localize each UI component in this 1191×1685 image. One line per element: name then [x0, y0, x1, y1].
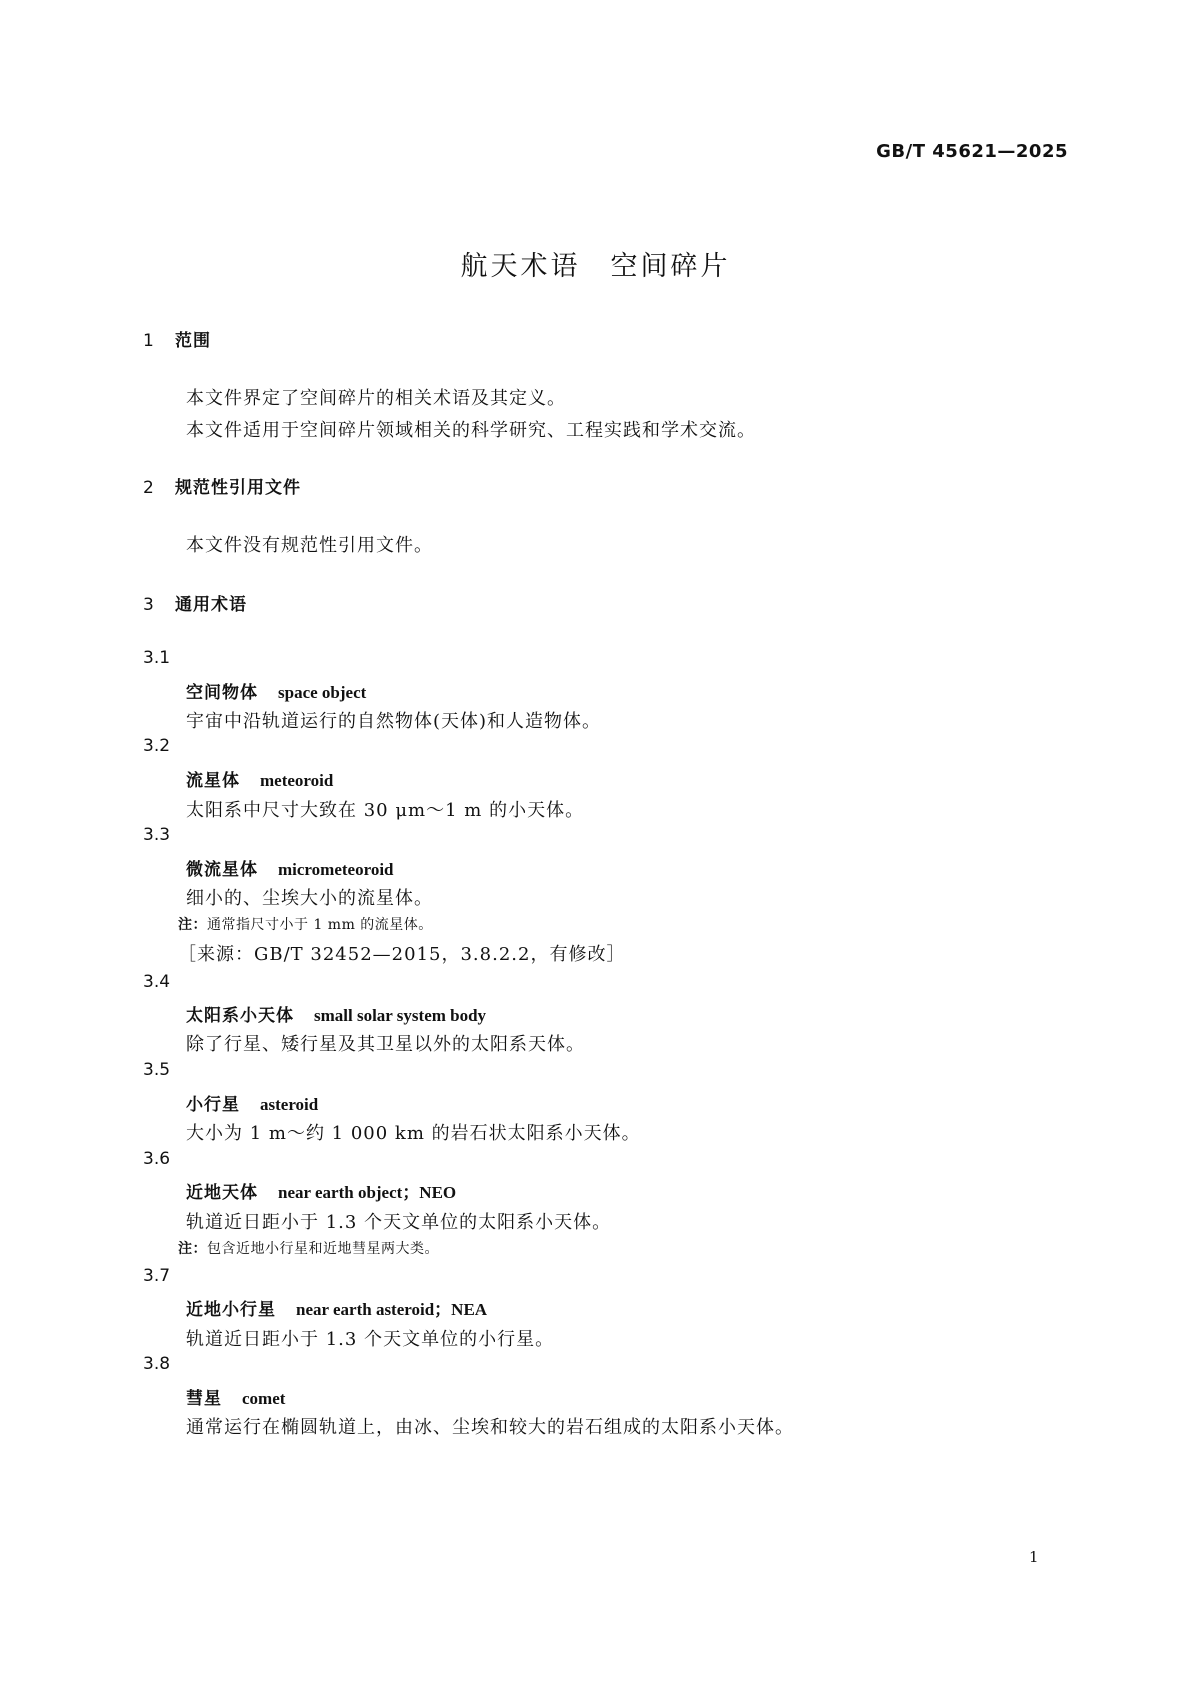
term-en: near earth asteroid；NEA: [296, 1300, 488, 1319]
page-number: 1: [1029, 1548, 1039, 1566]
standard-number: GB/T 45621—2025: [876, 141, 1068, 162]
term-note: [178, 1238, 439, 1258]
term-entry: [186, 1295, 487, 1320]
term-definition: 细小的、尘埃大小的流星体。: [186, 888, 433, 909]
note-text: 包含近地小行星和近地彗星两大类。: [207, 1241, 439, 1257]
term-zh: 微流星体: [186, 860, 258, 880]
term-en: space object: [278, 683, 367, 702]
term-zh: 彗星: [186, 1389, 222, 1409]
term-definition: 太阳系中尺寸大致在 30 μm～1 m 的小天体。: [186, 800, 585, 821]
section-number: 3: [143, 595, 155, 615]
term-number: 3.6: [143, 1149, 171, 1169]
term-zh: 近地小行星: [186, 1300, 276, 1320]
section-number: 1: [143, 331, 155, 351]
title-part-2: 空间碎片: [610, 251, 731, 282]
term-entry: [186, 1178, 456, 1203]
section-title: 通用术语: [175, 595, 247, 615]
term-entry: [186, 766, 333, 791]
term-definition: 通常运行在椭圆轨道上，由冰、尘埃和较大的岩石组成的太阳系小天体。: [186, 1417, 794, 1438]
term-zh: 小行星: [186, 1095, 240, 1115]
term-en: small solar system body: [314, 1006, 487, 1025]
term-zh: 近地天体: [186, 1183, 258, 1203]
term-en: micrometeoroid: [278, 860, 394, 879]
term-entry: [186, 855, 394, 880]
term-definition: 除了行星、矮行星及其卫星以外的太阳系天体。: [186, 1034, 585, 1055]
term-en: asteroid: [260, 1095, 319, 1114]
term-zh: 太阳系小天体: [186, 1006, 294, 1026]
note-label: 注：: [178, 1241, 207, 1257]
paragraph: 本文件适用于空间碎片领域相关的科学研究、工程实践和学术交流。: [186, 420, 756, 441]
term-zh: 空间物体: [186, 683, 258, 703]
document-title: [0, 244, 1191, 283]
term-number: 3.3: [143, 825, 171, 845]
term-zh: 流星体: [186, 771, 240, 791]
term-en: comet: [242, 1389, 286, 1408]
term-entry: [186, 1001, 486, 1026]
note-label: 注：: [178, 917, 207, 933]
section-title: 规范性引用文件: [175, 478, 301, 498]
term-number: 3.2: [143, 736, 171, 756]
term-en: near earth object；NEO: [278, 1183, 457, 1202]
term-entry: [186, 678, 366, 703]
note-text: 通常指尺寸小于 1 mm 的流星体。: [207, 917, 433, 933]
section-number: 2: [143, 478, 155, 498]
term-number: 3.4: [143, 972, 171, 992]
term-definition: 轨道近日距小于 1.3 个天文单位的小行星。: [186, 1329, 555, 1350]
section-title: 范围: [175, 331, 211, 351]
term-entry: [186, 1090, 318, 1115]
term-number: 3.5: [143, 1060, 171, 1080]
section-heading-general: [143, 590, 247, 615]
title-part-1: 航天术语: [460, 251, 581, 282]
paragraph: 本文件没有规范性引用文件。: [186, 535, 433, 556]
section-heading-scope: [143, 326, 211, 351]
term-number: 3.7: [143, 1266, 171, 1286]
term-source: ［来源：GB/T 32452—2015，3.8.2.2，有修改］: [178, 944, 626, 965]
term-en: meteoroid: [260, 771, 334, 790]
term-number: 3.8: [143, 1354, 171, 1374]
paragraph: 本文件界定了空间碎片的相关术语及其定义。: [186, 388, 566, 409]
section-heading-normative: [143, 473, 301, 498]
term-number: 3.1: [143, 648, 171, 668]
term-definition: 轨道近日距小于 1.3 个天文单位的太阳系小天体。: [186, 1212, 612, 1233]
term-definition: 大小为 1 m～约 1 000 km 的岩石状太阳系小天体。: [186, 1123, 641, 1144]
term-note: [178, 914, 433, 934]
term-definition: 宇宙中沿轨道运行的自然物体(天体)和人造物体。: [186, 711, 602, 732]
term-entry: [186, 1384, 285, 1409]
